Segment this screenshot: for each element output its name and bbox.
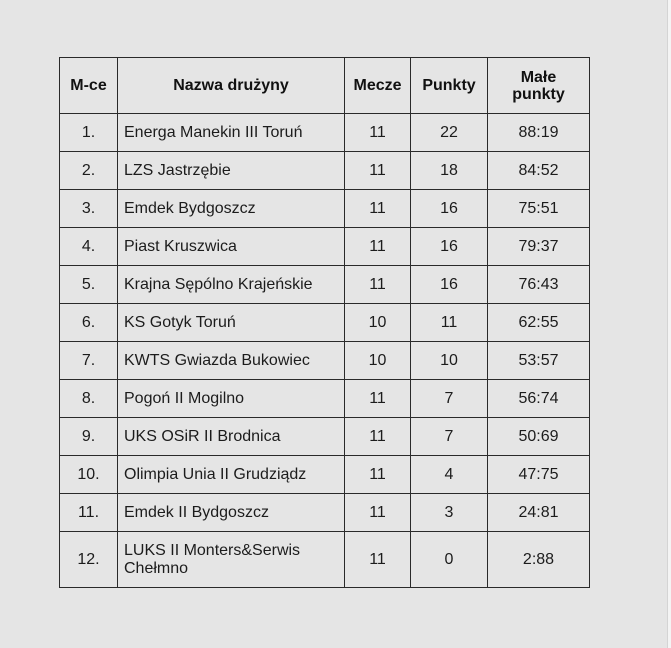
table-row (60, 456, 590, 494)
cell-small-points: 76:43 (488, 266, 590, 304)
cell-team: Krajna Sępólno Krajeńskie (118, 266, 345, 304)
cell-points: 16 (411, 266, 488, 304)
cell-points: 7 (411, 418, 488, 456)
cell-small-points: 79:37 (488, 228, 590, 266)
header-row (60, 58, 590, 114)
cell-team: Olimpia Unia II Grudziądz (118, 456, 345, 494)
cell-games: 11 (345, 190, 411, 228)
header-points: Punkty (411, 58, 488, 114)
header-team: Nazwa drużyny (118, 58, 345, 114)
cell-games: 11 (345, 380, 411, 418)
cell-position: 7. (60, 342, 118, 380)
scrollbar-track[interactable] (667, 0, 671, 648)
cell-small-points: 53:57 (488, 342, 590, 380)
cell-position: 10. (60, 456, 118, 494)
cell-games: 11 (345, 418, 411, 456)
cell-position: 5. (60, 266, 118, 304)
cell-small-points: 50:69 (488, 418, 590, 456)
cell-games: 11 (345, 532, 411, 588)
table-row (60, 304, 590, 342)
table-row (60, 342, 590, 380)
cell-games: 11 (345, 456, 411, 494)
cell-team: Piast Kruszwica (118, 228, 345, 266)
header-small-points-line1: Małe (520, 68, 557, 86)
cell-team: LUKS II Monters&Serwis Chełmno (118, 532, 345, 588)
table-row (60, 152, 590, 190)
cell-team: Energa Manekin III Toruń (118, 114, 345, 152)
header-games: Mecze (345, 58, 411, 114)
table-row (60, 418, 590, 456)
cell-games: 10 (345, 342, 411, 380)
cell-position: 1. (60, 114, 118, 152)
cell-team: UKS OSiR II Brodnica (118, 418, 345, 456)
table-row (60, 228, 590, 266)
cell-team: KS Gotyk Toruń (118, 304, 345, 342)
cell-team: Emdek II Bydgoszcz (118, 494, 345, 532)
cell-small-points: 84:52 (488, 152, 590, 190)
cell-team: Emdek Bydgoszcz (118, 190, 345, 228)
cell-points: 0 (411, 532, 488, 588)
cell-points: 16 (411, 228, 488, 266)
standings-table (59, 57, 590, 588)
header-small-points-line2: punkty (512, 85, 565, 103)
cell-position: 11. (60, 494, 118, 532)
cell-small-points: 75:51 (488, 190, 590, 228)
cell-games: 11 (345, 152, 411, 190)
cell-position: 12. (60, 532, 118, 588)
cell-position: 4. (60, 228, 118, 266)
cell-small-points: 47:75 (488, 456, 590, 494)
table-row (60, 190, 590, 228)
cell-position: 9. (60, 418, 118, 456)
table-row (60, 266, 590, 304)
cell-team: Pogoń II Mogilno (118, 380, 345, 418)
cell-games: 11 (345, 114, 411, 152)
cell-games: 11 (345, 494, 411, 532)
cell-small-points: 62:55 (488, 304, 590, 342)
cell-points: 18 (411, 152, 488, 190)
table-row (60, 114, 590, 152)
cell-team: LZS Jastrzębie (118, 152, 345, 190)
table-row (60, 532, 590, 588)
cell-position: 8. (60, 380, 118, 418)
header-position: M-ce (60, 58, 118, 114)
cell-small-points: 56:74 (488, 380, 590, 418)
cell-points: 10 (411, 342, 488, 380)
cell-games: 11 (345, 228, 411, 266)
header-small-points (488, 58, 590, 114)
table-row (60, 494, 590, 532)
cell-position: 2. (60, 152, 118, 190)
cell-games: 11 (345, 266, 411, 304)
cell-position: 6. (60, 304, 118, 342)
cell-points: 4 (411, 456, 488, 494)
cell-small-points: 88:19 (488, 114, 590, 152)
cell-points: 22 (411, 114, 488, 152)
cell-points: 11 (411, 304, 488, 342)
cell-games: 10 (345, 304, 411, 342)
cell-position: 3. (60, 190, 118, 228)
cell-points: 16 (411, 190, 488, 228)
table-row (60, 380, 590, 418)
cell-points: 7 (411, 380, 488, 418)
cell-small-points: 24:81 (488, 494, 590, 532)
cell-small-points: 2:88 (488, 532, 590, 588)
cell-points: 3 (411, 494, 488, 532)
cell-team: KWTS Gwiazda Bukowiec (118, 342, 345, 380)
